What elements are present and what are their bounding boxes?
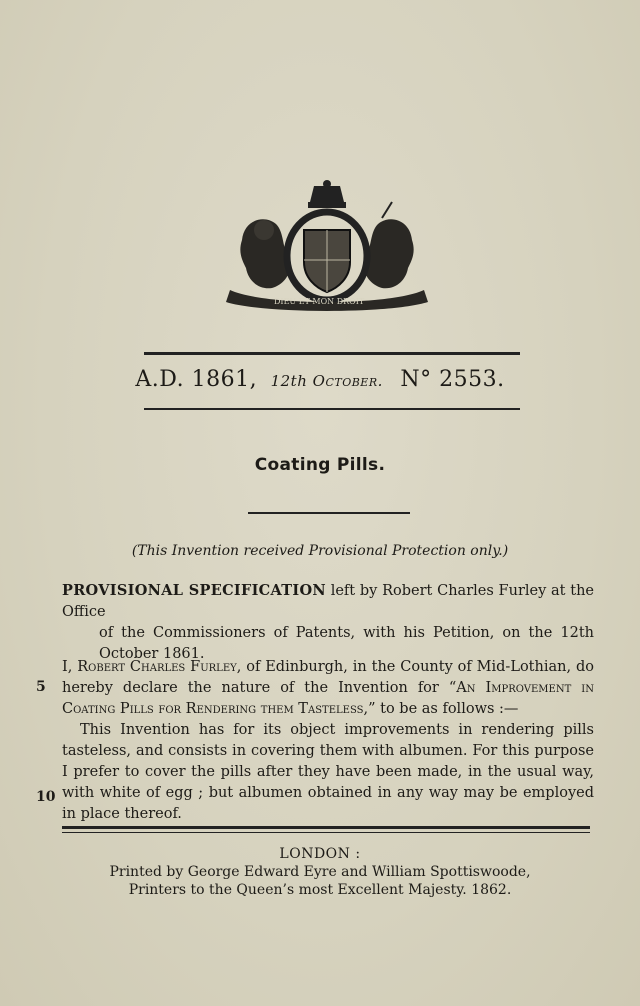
line-number-5: 5 xyxy=(36,679,46,695)
header-rule-bottom xyxy=(144,408,520,410)
footer-rule-thick xyxy=(62,826,590,829)
header-rule-top xyxy=(144,352,520,355)
patent-day: 12th xyxy=(270,372,308,390)
patent-number: N° 2553. xyxy=(400,367,505,392)
motto-left: DIEU ET MON DROIT xyxy=(274,297,365,306)
line-number-10: 10 xyxy=(36,789,56,805)
provisional-specification-paragraph xyxy=(62,580,594,665)
patent-date xyxy=(271,372,383,390)
footer-rule-thin xyxy=(62,832,590,833)
declaration-mid: , of Edinburgh, in the County of Mid-Lothian, do hereby declare the nature of the Invention for “ xyxy=(62,659,594,696)
royal-coat-of-arms xyxy=(224,180,430,314)
specification-continuation: of the Commissioners of Patents, with his Petition, on the 12th October 1861. xyxy=(99,625,594,662)
printer-imprint xyxy=(0,845,640,899)
patent-heading xyxy=(0,367,640,392)
imprint-printers: Printers to the Queen’s most Excellent Majesty. 1862. xyxy=(128,882,512,898)
inventor-name: Robert Charles Furley xyxy=(77,659,237,675)
invention-description-paragraph: This Invention has for its object improvements in rendering pills tasteless, and consists in covering them with albumen. For this purpose I prefer to cover the pills after they have been made, in the usual way, with white of egg ; but albumen obtained in any way may be employed in place thereof. xyxy=(62,722,594,822)
protection-note: (This Invention received Provisional Protection only.) xyxy=(131,543,509,559)
declaration-post: ,” to be as follows :— xyxy=(363,701,519,717)
specification-lead: PROVISIONAL SPECIFICATION xyxy=(62,582,326,599)
invention-name: An Improvement in Coating Pills for Rendering them Tasteless xyxy=(62,680,594,717)
title-rule xyxy=(248,512,410,514)
declaration-paragraph xyxy=(62,657,594,720)
declaration-pre: I, xyxy=(62,659,78,675)
imprint-city: LONDON : xyxy=(279,846,361,862)
patent-month: October. xyxy=(312,372,383,390)
specification-first-line: left by Robert Charles Furley at the Office xyxy=(62,583,595,620)
patent-title: Coating Pills. xyxy=(254,455,386,475)
imprint-printed-by: Printed by George Edward Eyre and William Spottiswoode, xyxy=(109,864,531,880)
patent-year: A.D. 1861, xyxy=(135,367,258,392)
